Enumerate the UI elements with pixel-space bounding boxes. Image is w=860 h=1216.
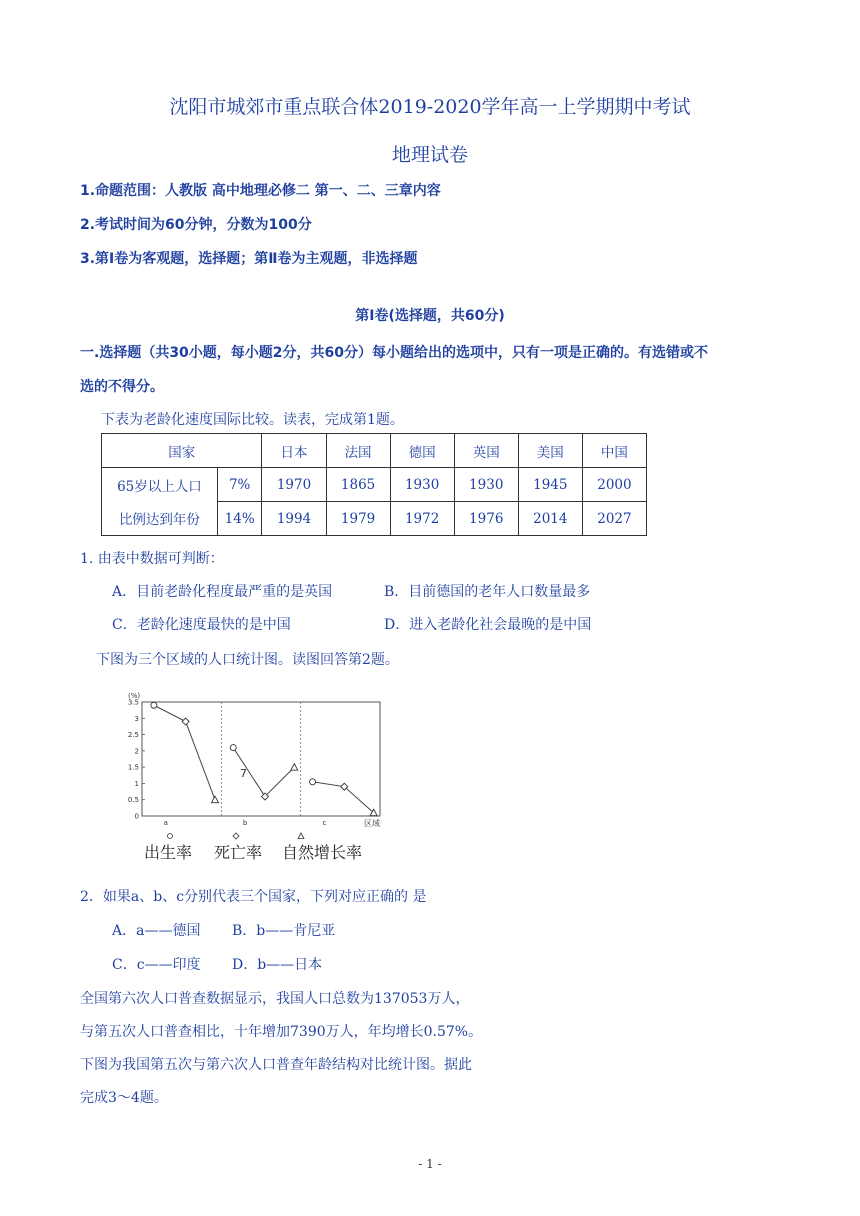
q2-option-d: D．b——日本 xyxy=(232,957,323,973)
table-cell: 1930 xyxy=(390,468,454,502)
chart-legend xyxy=(144,833,362,862)
legend-birth-symbol xyxy=(168,834,173,839)
chart-annotation: 7 xyxy=(240,767,247,780)
section-instruction-2: 选的不得分。 xyxy=(80,379,164,395)
legend-death-symbol xyxy=(233,833,239,839)
table-cell: 1865 xyxy=(326,468,390,502)
q1-option-d: D．进入老龄化社会最晚的是中国 xyxy=(384,617,592,633)
table-cell: 1972 xyxy=(390,502,454,536)
y-tick-label: 1 xyxy=(134,779,139,788)
note-2: 2.考试时间为60分钟，分数为100分 xyxy=(80,217,312,233)
table-cell: 1979 xyxy=(326,502,390,536)
table-row xyxy=(102,502,647,536)
table-header-country: 中国 xyxy=(582,434,646,468)
page-subtitle: 地理试卷 xyxy=(391,144,468,166)
q1-option-c: C．老龄化速度最快的是中国 xyxy=(112,617,291,633)
x-category-label: c xyxy=(322,819,327,827)
q2-option-b: B．b——肯尼亚 xyxy=(232,923,336,939)
table-cell: 2027 xyxy=(582,502,646,536)
row-label-line1: 65岁以上人口 xyxy=(102,468,218,502)
birth-rate-point xyxy=(230,745,236,751)
table-header-country: 美国 xyxy=(518,434,582,468)
table-header-country: 法国 xyxy=(326,434,390,468)
legend-growth-symbol xyxy=(298,833,304,839)
page-number: - 1 - xyxy=(418,1157,442,1171)
section-title: 第Ⅰ卷(选择题，共60分) xyxy=(355,308,505,324)
intro-3-line3: 下图为我国第五次与第六次人口普查年龄结构对比统计图。据此 xyxy=(80,1057,472,1073)
chart-ylabel: (%) xyxy=(128,692,141,700)
table-cell: 7% xyxy=(217,468,262,502)
x-category-label: b xyxy=(242,819,248,827)
note-3: 3.第Ⅰ卷为客观题，选择题；第Ⅱ卷为主观题，非选择题 xyxy=(80,251,418,267)
natural-growth-point xyxy=(291,764,298,771)
intro-3-line4: 完成3～4题。 xyxy=(80,1090,168,1106)
y-tick-label: 0 xyxy=(134,812,139,821)
intro-1: 下表为老龄化速度国际比较。读表，完成第1题。 xyxy=(101,412,404,428)
intro-3-line2: 与第五次人口普查相比，十年增加7390万人，年均增长0.57%。 xyxy=(80,1024,483,1040)
table-cell: 2014 xyxy=(518,502,582,536)
q2-option-a: A．a——德国 xyxy=(112,923,201,939)
table-row xyxy=(102,434,647,468)
chart-frame xyxy=(142,702,380,816)
table-header-country: 德国 xyxy=(390,434,454,468)
q2-stem: 2．如果a、b、c分别代表三个国家，下列对应正确的 是 xyxy=(80,889,427,905)
legend-label: 出生率 xyxy=(144,843,193,862)
y-tick-label: 0.5 xyxy=(127,796,139,805)
note-1: 1.命题范围：人教版 高中地理必修二 第一、二、三章内容 xyxy=(80,183,441,199)
birth-rate-point xyxy=(151,702,157,708)
q2-option-c: C．c——印度 xyxy=(112,957,201,973)
table-header-label: 国家 xyxy=(102,434,262,468)
table-cell: 1945 xyxy=(518,468,582,502)
table-header-country: 日本 xyxy=(262,434,326,468)
chart-ticks xyxy=(128,699,327,828)
q1-option-b: B．目前德国的老年人口数量最多 xyxy=(384,584,591,600)
y-tick-label: 3.5 xyxy=(127,698,139,707)
table-header-country: 英国 xyxy=(454,434,518,468)
y-tick-label: 3 xyxy=(134,714,139,723)
chart-series xyxy=(151,702,377,815)
x-category-label: a xyxy=(163,819,168,827)
table-cell: 14% xyxy=(217,502,262,536)
intro-2: 下图为三个区域的人口统计图。读图回答第2题。 xyxy=(96,652,399,668)
y-tick-label: 1.5 xyxy=(127,763,139,772)
table-cell: 2000 xyxy=(582,468,646,502)
population-chart xyxy=(118,688,418,868)
intro-3-line1: 全国第六次人口普查数据显示，我国人口总数为137053万人， xyxy=(80,991,470,1007)
table-row xyxy=(102,468,647,502)
q1-stem: 1. 由表中数据可判断： xyxy=(80,551,224,567)
natural-growth-point xyxy=(211,796,218,803)
legend-label: 自然增长率 xyxy=(282,843,363,862)
table-cell: 1930 xyxy=(454,468,518,502)
legend-label: 死亡率 xyxy=(214,843,263,862)
section-instruction-1: 一.选择题（共30小题，每小题2分，共60分）每小题给出的选项中，只有一项是正确的。有选错或不 xyxy=(80,345,709,361)
q1-option-a: A．目前老龄化程度最严重的是英国 xyxy=(112,584,333,600)
chart-xlabel: 区域 xyxy=(364,819,380,828)
table-cell: 1970 xyxy=(262,468,326,502)
y-tick-label: 2.5 xyxy=(127,731,139,740)
page-title: 沈阳市城郊市重点联合体2019-2020学年高一上学期期中考试 xyxy=(169,96,691,118)
y-tick-label: 2 xyxy=(134,747,139,756)
death-rate-point xyxy=(182,718,189,725)
table-cell: 1994 xyxy=(262,502,326,536)
aging-table xyxy=(101,433,647,536)
plot-border xyxy=(142,702,380,816)
row-label-line2: 比例达到年份 xyxy=(102,502,218,536)
birth-rate-point xyxy=(310,779,316,785)
table-cell: 1976 xyxy=(454,502,518,536)
